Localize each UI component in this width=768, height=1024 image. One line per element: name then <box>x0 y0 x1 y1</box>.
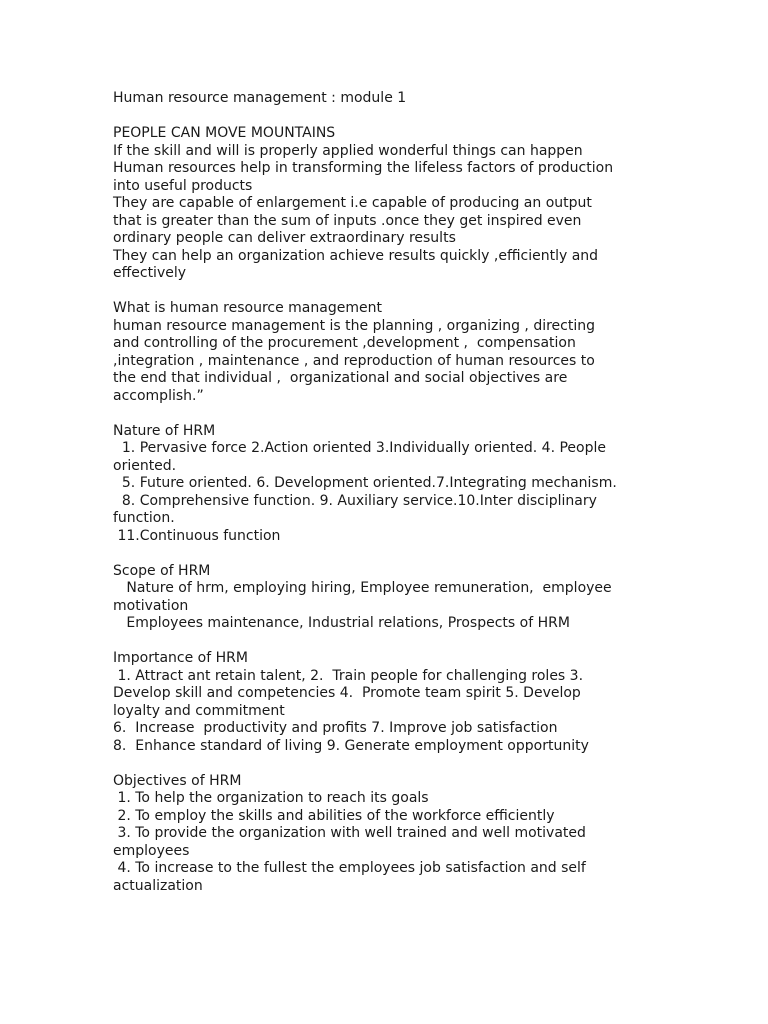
text-line: 6. Increase productivity and profits 7. Improve job satisfaction <box>113 720 558 736</box>
text-line: effectively <box>113 265 187 281</box>
intro-section <box>113 125 673 283</box>
text-line: oriented. <box>113 457 177 474</box>
text-line: 1. Pervasive force 2.Action oriented 3.Individually oriented. 4. People <box>113 440 606 456</box>
text-line: 3. To provide the organization with well trained and well motivated <box>113 825 586 841</box>
text-line: accomplish.” <box>113 387 204 404</box>
text-line: 4. To increase to the fullest the employees job satisfaction and self <box>113 860 586 876</box>
text-line: 5. Future oriented. 6. Development oriented.7.Integrating mechanism. <box>113 475 617 491</box>
nature-heading: Nature of HRM <box>113 422 216 439</box>
text-line: motivation <box>113 597 189 614</box>
spacer <box>113 405 673 423</box>
text-line: loyalty and commitment <box>113 702 285 719</box>
text-line: actualization <box>113 877 203 894</box>
definition-heading: What is human resource management <box>113 300 382 316</box>
text-line: into useful products <box>113 177 253 194</box>
definition-section <box>113 300 673 405</box>
intro-heading: PEOPLE CAN MOVE MOUNTAINS <box>113 125 336 141</box>
text-line: human resource management is the planning , organizing , directing <box>113 317 596 334</box>
text-line: the end that individual , organizational and social objectives are <box>113 370 568 386</box>
importance-section <box>113 650 673 755</box>
text-line: ,integration , maintenance , and reproduction of human resources to <box>113 352 595 369</box>
text-line: Nature of hrm, employing hiring, Employee remuneration, employee <box>113 580 612 596</box>
text-line: Employees maintenance, Industrial relations, Prospects of HRM <box>113 615 570 631</box>
text-line: 1. Attract ant retain talent, 2. Train people for challenging roles 3. <box>113 667 584 684</box>
text-line: 2. To employ the skills and abilities of the workforce efficiently <box>113 807 555 824</box>
document-title <box>113 90 673 108</box>
document-page <box>113 90 673 895</box>
text-line: 8. Comprehensive function. 9. Auxiliary service.10.Inter disciplinary <box>113 492 597 509</box>
scope-section <box>113 563 673 633</box>
spacer <box>113 545 673 563</box>
spacer <box>113 755 673 773</box>
text-line: function. <box>113 510 175 526</box>
text-line: 1. To help the organization to reach its goals <box>113 790 429 806</box>
spacer <box>113 283 673 301</box>
importance-heading: Importance of HRM <box>113 650 248 666</box>
spacer <box>113 633 673 651</box>
text-line: They can help an organization achieve results quickly ,efficiently and <box>113 247 599 264</box>
text-line: and controlling of the procurement ,development , compensation <box>113 335 576 351</box>
text-line: ordinary people can deliver extraordinary results <box>113 230 456 246</box>
objectives-heading: Objectives of HRM <box>113 772 242 789</box>
nature-section <box>113 423 673 546</box>
scope-heading: Scope of HRM <box>113 562 211 579</box>
spacer <box>113 108 673 126</box>
text-line: Develop skill and competencies 4. Promote team spirit 5. Develop <box>113 685 581 701</box>
text-line: employees <box>113 842 190 859</box>
text-line: They are capable of enlargement i.e capable of producing an output <box>113 195 592 211</box>
text-line: 8. Enhance standard of living 9. Generate employment opportunity <box>113 737 589 754</box>
text-line: If the skill and will is properly applied wonderful things can happen <box>113 142 583 159</box>
text-line: Human resources help in transforming the lifeless factors of production <box>113 160 614 176</box>
objectives-section <box>113 773 673 896</box>
title-line: Human resource management : module 1 <box>113 90 407 106</box>
text-line: that is greater than the sum of inputs .once they get inspired even <box>113 212 582 229</box>
text-line: 11.Continuous function <box>113 527 281 544</box>
